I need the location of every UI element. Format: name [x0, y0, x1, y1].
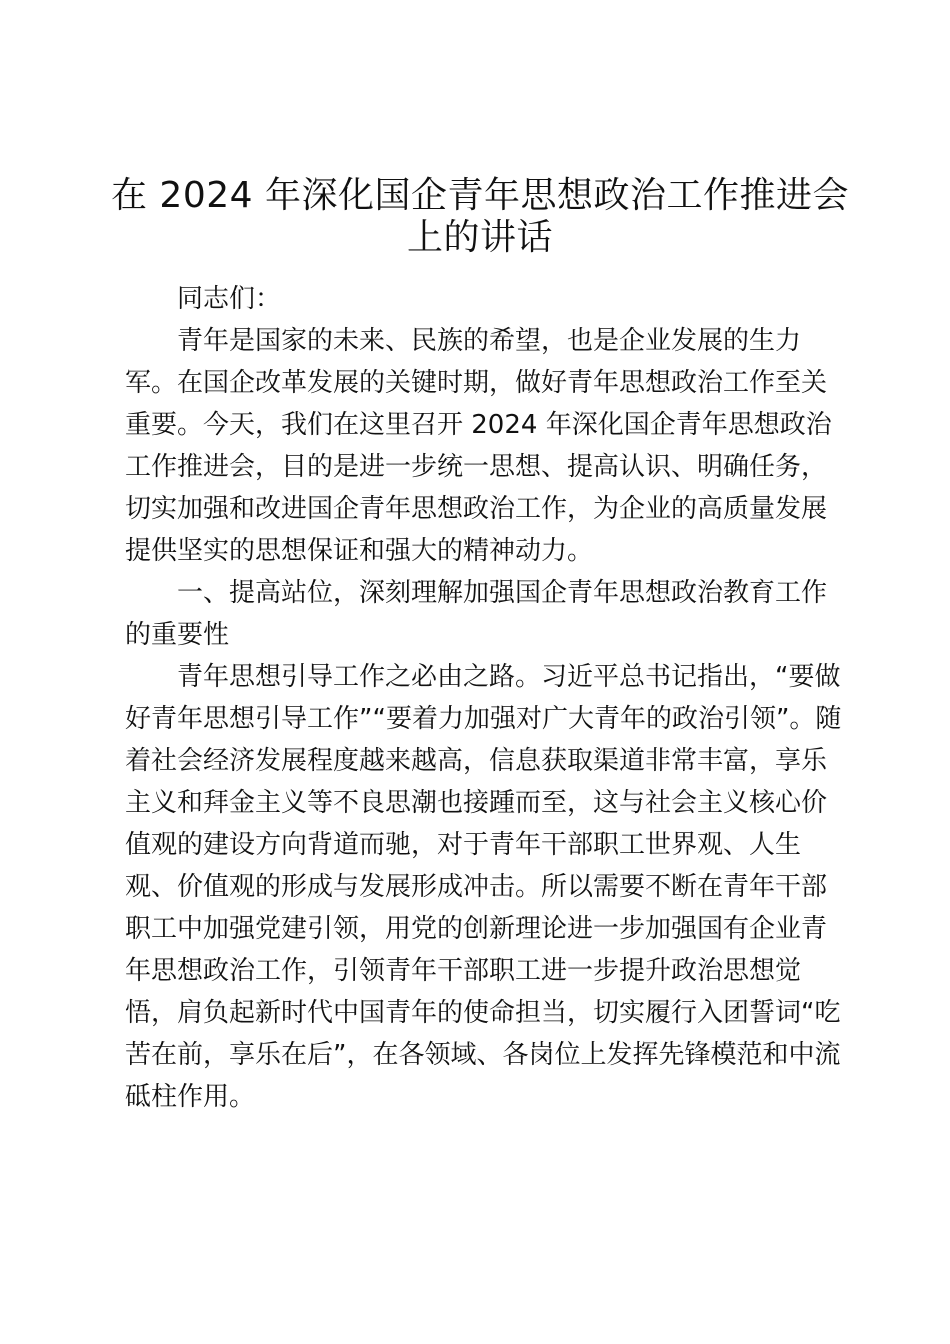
paragraph-1-line-5: 切实加强和改进国企青年思想政治工作，为企业的高质量发展 [125, 494, 828, 524]
title-line-2: 上的讲话 [406, 217, 553, 258]
paragraph-2-line-10: 苦在前，享乐在后”，在各领域、各岗位上发挥先锋模范和中流 [125, 1040, 841, 1070]
section-heading-line-2: 的重要性 [125, 620, 230, 650]
paragraph-2-line-5: 值观的建设方向背道而驰，对于青年干部职工世界观、人生 [125, 830, 802, 860]
paragraph-1-line-6: 提供坚实的思想保证和强大的精神动力。 [125, 536, 594, 566]
section-heading-line-1: 一、提高站位，深刻理解加强国企青年思想政治教育工作 [177, 578, 828, 608]
paragraph-2-line-3: 着社会经济发展程度越来越高，信息获取渠道非常丰富，享乐 [125, 746, 828, 776]
paragraph-2-line-11: 砥柱作用。 [125, 1082, 256, 1112]
paragraph-2-line-8: 年思想政治工作，引领青年干部职工进一步提升政治思想觉 [125, 956, 802, 986]
paragraph-2-line-1: 青年思想引导工作之必由之路。习近平总书记指出，“要做 [177, 662, 841, 692]
paragraph-1-line-3: 重要。今天，我们在这里召开 2024 年深化国企青年思想政治 [125, 410, 832, 440]
salutation: 同志们： [177, 284, 282, 314]
paragraph-2-line-7: 职工中加强党建引领，用党的创新理论进一步加强国有企业青 [125, 914, 828, 944]
paragraph-1-line-2: 军。在国企改革发展的关键时期，做好青年思想政治工作至关 [125, 368, 828, 398]
paragraph-2-line-4: 主义和拜金主义等不良思潮也接踵而至，这与社会主义核心价 [125, 788, 828, 818]
paragraph-1-line-1: 青年是国家的未来、民族的希望，也是企业发展的生力 [177, 326, 802, 356]
paragraph-2-line-9: 悟，肩负起新时代中国青年的使命担当，切实履行入团誓词“吃 [125, 998, 841, 1028]
title-line-1: 在 2024 年深化国企青年思想政治工作推进会 [110, 175, 849, 216]
paragraph-2-line-2: 好青年思想引导工作”“要着力加强对广大青年的政治引领”。随 [125, 704, 842, 734]
paragraph-2-line-6: 观、价值观的形成与发展形成冲击。所以需要不断在青年干部 [125, 872, 828, 902]
paragraph-1-line-4: 工作推进会，目的是进一步统一思想、提高认识、明确任务， [125, 452, 828, 482]
document-body [125, 278, 842, 1118]
document-title [110, 170, 850, 258]
